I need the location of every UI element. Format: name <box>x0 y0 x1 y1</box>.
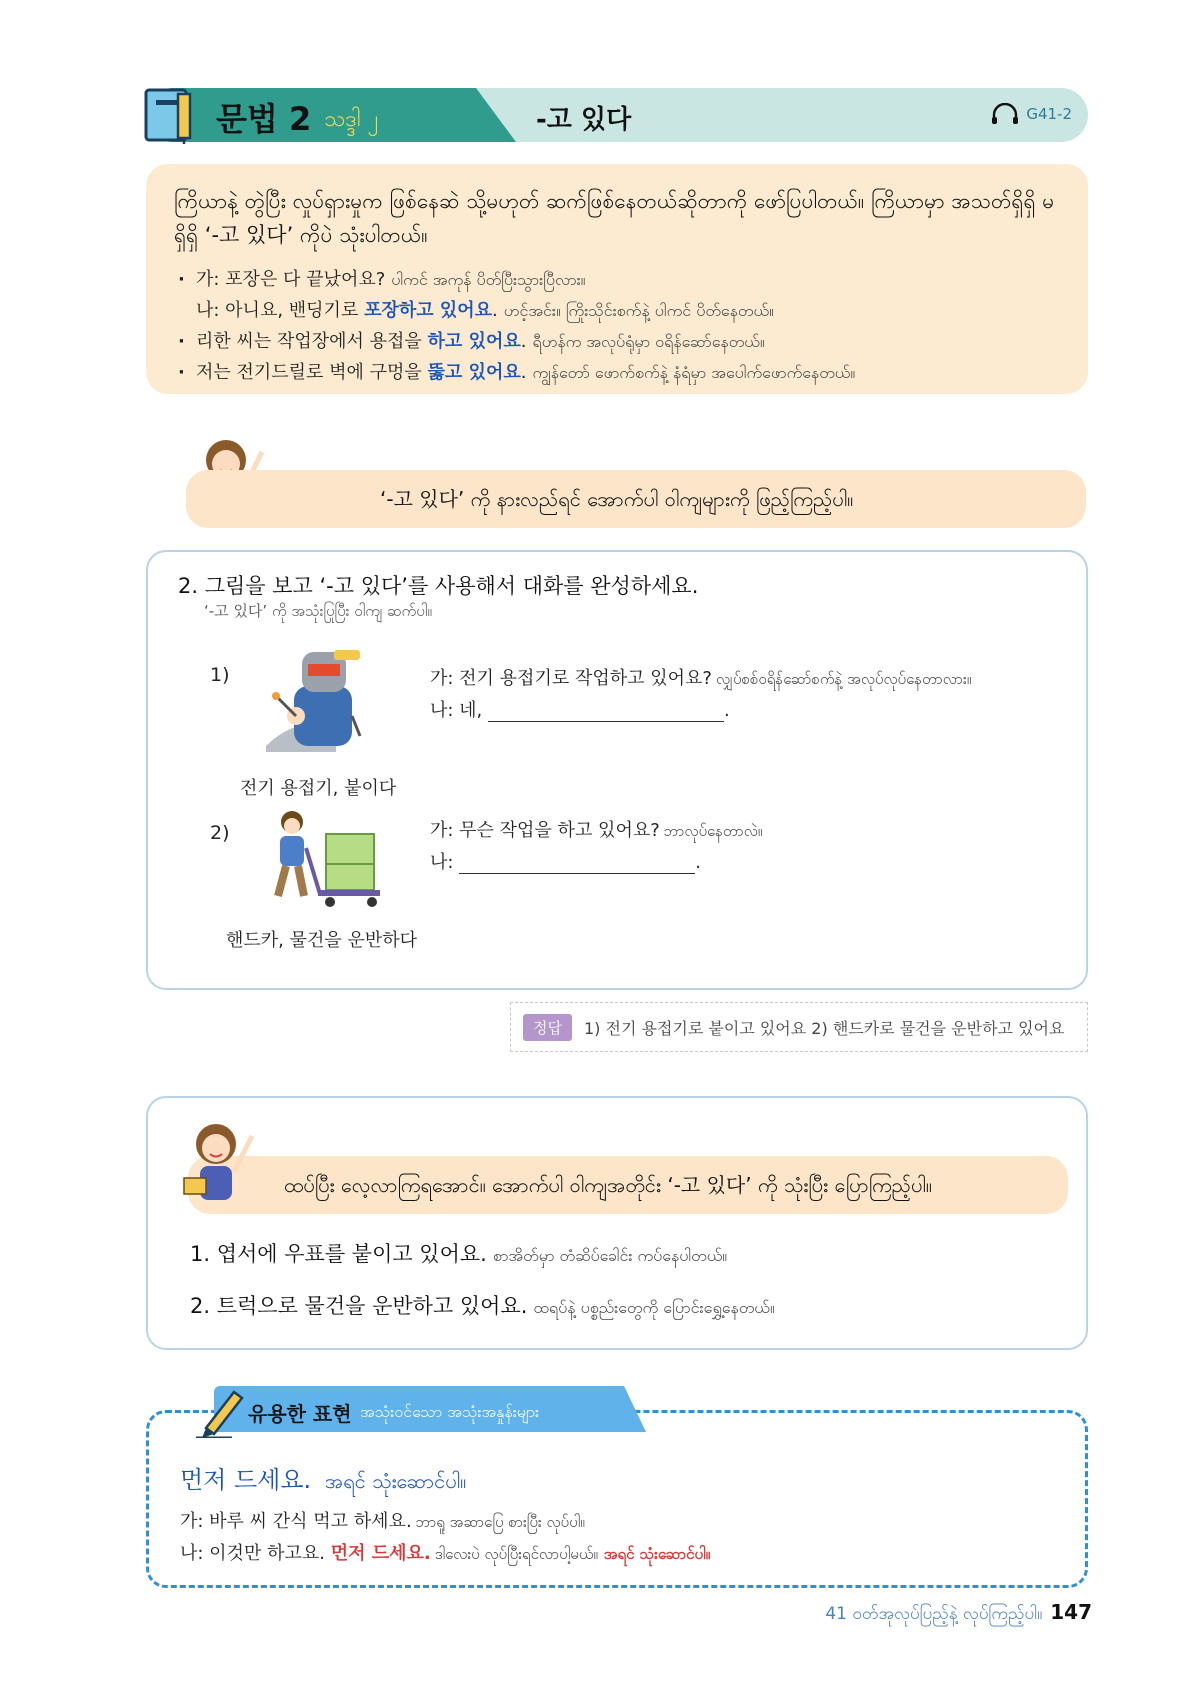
example-my: ရီဟန်က အလုပ်ရုံမှာ ဝရိန်ဆော်နေတယ်။ <box>532 332 765 351</box>
answer-key <box>510 1002 1088 1052</box>
example-list <box>174 264 1060 388</box>
example-highlight: 하고 있어요 <box>427 331 521 352</box>
example-my: ဟင့်အင်း။ ကြိုးသိုင်းစက်နဲ့ ပါကင် ပိတ်နေတယ်။ <box>503 301 774 320</box>
answer-blank[interactable] <box>459 856 695 874</box>
instruction-bar-2 <box>188 1156 1068 1214</box>
instruction-text-1: ‘-고 있다’ ကို နားလည်ရင် အောက်ပါ ဝါကျများကို ဖြည့်ကြည့်ပါ။ <box>380 486 854 511</box>
example-ko: 나: 아니요, 밴딩기로 <box>196 300 365 321</box>
headphones-icon <box>990 103 1020 125</box>
example-ko: 저는 전기드릴로 벽에 구멍을 <box>196 362 428 383</box>
handcart-illustration <box>260 808 384 908</box>
answer-blank[interactable] <box>488 704 724 722</box>
page-footer <box>825 1600 1092 1628</box>
item-number: 2) <box>210 822 230 844</box>
grammar-title: -고 있다 <box>536 105 632 135</box>
example-ko-end: . <box>492 300 498 321</box>
grammar-header <box>146 88 1088 142</box>
example-item <box>174 326 1060 357</box>
example-item <box>174 357 1060 388</box>
useful-ko: 가: 바루 씨 간식 먹고 하세요. <box>180 1511 412 1532</box>
useful-line-2 <box>180 1539 710 1567</box>
dialogue-my: လျှပ်စစ်ဝရိန်ဆော်စက်နဲ့ အလုပ်လုပ်နေတာလား။ <box>715 670 972 688</box>
audio-track[interactable] <box>990 103 1072 125</box>
dialogue-line-a <box>430 664 971 692</box>
dialogue-ko: 나: 네, <box>430 700 483 721</box>
useful-ko: 나: 이것만 하고요. <box>180 1543 325 1564</box>
practice-line-2 <box>190 1290 775 1321</box>
useful-sub-label: အသုံးဝင်သော အသုံးအနှုန်းများ <box>360 1402 540 1421</box>
useful-line-1 <box>180 1507 585 1535</box>
practice-ko: 1. 엽서에 우표를 붙이고 있어요. <box>190 1242 487 1266</box>
example-my: ပါကင် အကုန် ပိတ်ပြီးသွားပြီလား။ <box>391 270 586 289</box>
useful-my: ဒါလေးပဲ လုပ်ပြီးရင်လာပါ့မယ်။ <box>434 1545 598 1563</box>
example-ko: 리한 씨는 작업장에서 용접을 <box>196 331 428 352</box>
dialogue-my: ဘာလုပ်နေတာလဲ။ <box>663 822 763 840</box>
dialogue-ko: 가: 전기 용접기로 작업하고 있어요? <box>430 668 712 689</box>
example-item <box>174 264 1060 295</box>
example-ko: 가: 포장은 다 끝났어요? <box>196 269 386 290</box>
example-highlight: 뚫고 있어요 <box>427 362 521 383</box>
example-item <box>174 295 1060 326</box>
answer-text: 1) 전기 용접기로 붙이고 있어요 2) 핸드카로 물건을 운반하고 있어요 <box>583 1018 1065 1038</box>
instruction-bar-1 <box>186 470 1086 528</box>
dialogue-ko: 나: <box>430 852 454 873</box>
teacher-illustration <box>176 1116 256 1216</box>
book-icon <box>144 86 196 144</box>
exercise-subtitle: ‘-고 있다’ ကို အသုံးပြုပြီး ဝါကျ ဆက်ပါ။ <box>204 602 432 620</box>
useful-label: 유용한 표현 <box>248 1402 352 1426</box>
example-highlight: 포장하고 있어요 <box>364 300 493 321</box>
dialogue-line-b: 나: . <box>430 852 701 873</box>
lesson-title: 41 ဝတ်အုလုပ်ပြည့်နဲ့ လုပ်ကြည့်ပါ။ <box>825 1604 1043 1624</box>
dialogue-line-a <box>430 816 762 844</box>
exercise-title: 2. 그림을 보고 ‘-고 있다’를 사용해서 대화를 완성하세요. <box>178 574 699 598</box>
practice-line-1 <box>190 1238 727 1269</box>
grammar-sub-label: သဒ္ဒါ ၂ <box>324 107 379 132</box>
item-caption: 전기 용접기, 붙이다 <box>240 778 397 799</box>
useful-my-highlight: အရင် သုံးဆောင်ပါ။ <box>603 1545 711 1563</box>
explanation-text: ကြိယာနဲ့ တွဲပြီး လှုပ်ရှားမှုက ဖြစ်နေဆဲ သို့မဟုတ် ဆက်ဖြစ်နေတယ်ဆိုတာကို ဖော်ပြပါတယ်။ ကြိယာမှာ အသတ်ရှိရှိ မရှိရှိ ‘-고 있다’ ကိုပဲ သုံးပါတယ်။ <box>174 189 1055 247</box>
practice-ko: 2. 트럭으로 물건을 운반하고 있어요. <box>190 1294 528 1318</box>
useful-heading-my: အရင် သုံးဆောင်ပါ။ <box>324 1469 467 1493</box>
grammar-label: 문법 2 <box>216 100 312 138</box>
dialogue-ko: 가: 무슨 작업을 하고 있어요? <box>430 820 660 841</box>
practice-my: ထရပ်နဲ့ ပစ္စည်းတွေကို ပြောင်းရွှေ့နေတယ်။ <box>533 1298 775 1317</box>
item-number: 1) <box>210 664 230 686</box>
grammar-explanation <box>146 164 1088 394</box>
exercise-box <box>146 550 1088 990</box>
example-ko-end: . <box>520 331 527 352</box>
useful-heading-ko: 먼저 드세요. <box>180 1466 312 1494</box>
item-caption: 핸드카, 물건을 운반하다 <box>226 930 418 951</box>
answer-badge: 정답 <box>523 1014 572 1041</box>
page-number: 147 <box>1050 1600 1092 1624</box>
pen-icon <box>192 1382 248 1438</box>
useful-highlight: 먼저 드세요. <box>330 1543 431 1564</box>
dialogue-line-b: 나: 네, . <box>430 700 730 721</box>
example-ko-end: . <box>520 362 527 383</box>
useful-my: ဘာရူ အဆာပြေ စားပြီး လုပ်ပါ။ <box>415 1513 585 1531</box>
example-my: ကျွန်တော် ဖောက်စက်နဲ့ နံရံမှာ အပေါက်ဖောက်နေတယ်။ <box>532 363 856 382</box>
welder-illustration <box>256 646 386 752</box>
audio-code: G41-2 <box>1026 105 1072 123</box>
practice-my: စာအိတ်မှာ တံဆိပ်ခေါင်း ကပ်နေပါတယ်။ <box>492 1246 728 1265</box>
useful-heading <box>180 1460 466 1498</box>
practice-box <box>146 1096 1088 1350</box>
instruction-text-2: ထပ်ပြီး လေ့လာကြရအောင်။ အောက်ပါ ဝါကျအတိုင်း ‘-고 있다’ ကို သုံးပြီး ပြောကြည့်ပါ။ <box>284 1172 932 1197</box>
